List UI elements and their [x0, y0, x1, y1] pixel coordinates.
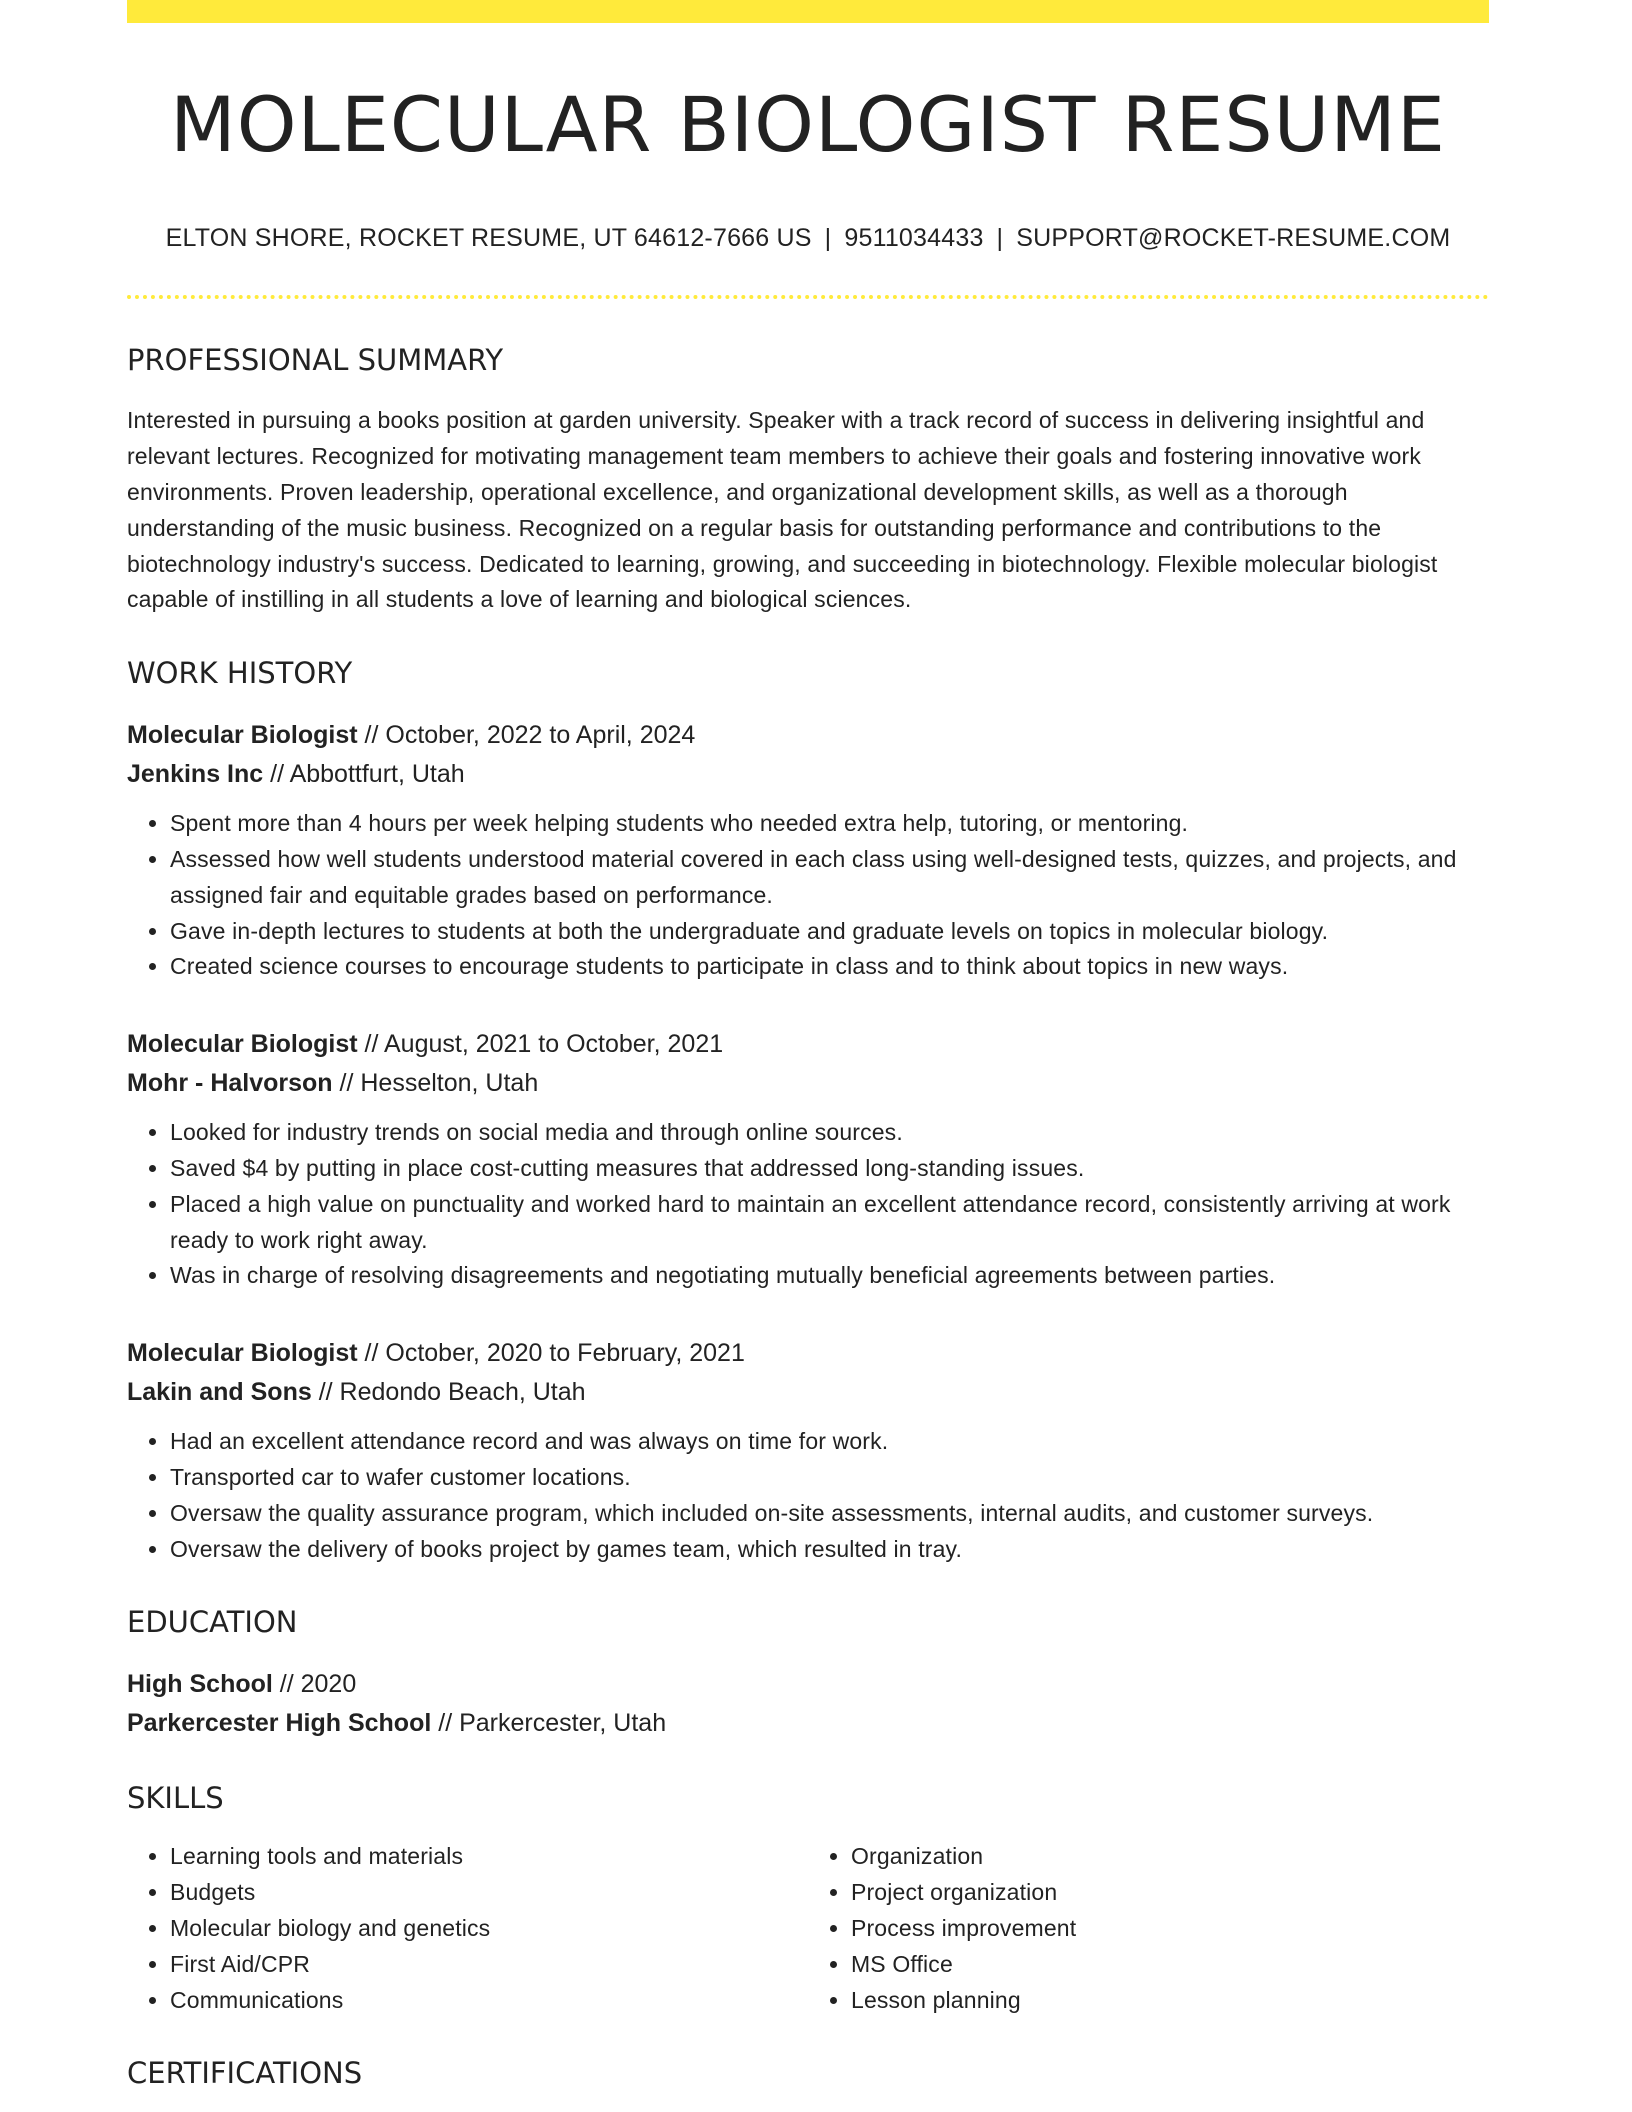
skills-list-left: [127, 1839, 808, 2018]
job-location: // Redondo Beach, Utah: [311, 1378, 586, 1407]
job-bullet: • Oversaw the delivery of books project by games team, which resulted in tray.: [170, 1532, 1489, 1568]
job-company: Mohr - Halvorson: [127, 1069, 333, 1098]
job-title-line: [127, 1025, 1489, 1064]
skill-item: • Communications: [170, 1983, 808, 2019]
job-role: Molecular Biologist: [127, 721, 358, 750]
job-location: // Hesselton, Utah: [332, 1069, 539, 1098]
job-bullets: [127, 806, 1489, 985]
job-company-line: [127, 755, 1489, 794]
job-bullet: • Saved $4 by putting in place cost-cutting measures that addressed long-standing issues.: [170, 1151, 1489, 1187]
education-school: Parkercester High School: [127, 1709, 432, 1738]
job-bullet: • Looked for industry trends on social media and through online sources.: [170, 1115, 1489, 1151]
page-title: MOLECULAR BIOLOGIST RESUME: [170, 80, 1446, 169]
summary-heading: PROFESSIONAL SUMMARY: [127, 343, 504, 378]
job-title-line: [127, 1334, 1489, 1373]
job-bullets: [127, 1115, 1489, 1294]
job-location: // Abbottfurt, Utah: [263, 760, 465, 789]
job-entry: [127, 1025, 1489, 1294]
skills-list-right: [808, 1839, 1489, 2018]
education-entry: [127, 1665, 1489, 1743]
skill-item: • Molecular biology and genetics: [170, 1911, 808, 1947]
job-bullet: • Created science courses to encourage students to participate in class and to think about topics in new ways.: [170, 949, 1489, 985]
education-degree-line: [127, 1665, 1489, 1704]
contact-phone: 9511034433: [844, 224, 984, 253]
skill-item: • Organization: [851, 1839, 1489, 1875]
resume-page: [127, 0, 1489, 2090]
education-location: // Parkercester, Utah: [431, 1709, 667, 1738]
top-accent-bar: [127, 0, 1489, 23]
job-bullet: • Had an excellent attendance record and was always on time for work.: [170, 1424, 1489, 1460]
job-company: Jenkins Inc: [127, 760, 264, 789]
job-bullets: [127, 1424, 1489, 1567]
job-entry: [127, 716, 1489, 985]
education-year: // 2020: [272, 1670, 357, 1699]
skill-item: • First Aid/CPR: [170, 1947, 808, 1983]
skill-item: • Lesson planning: [851, 1983, 1489, 2019]
job-dates: // August, 2021 to October, 2021: [357, 1030, 724, 1059]
certifications-heading: CERTIFICATIONS: [127, 2056, 363, 2091]
skill-item: • Project organization: [851, 1875, 1489, 1911]
education-school-line: [127, 1704, 1489, 1743]
contact-separator: |: [996, 224, 1004, 253]
job-company-line: [127, 1373, 1489, 1412]
skills-columns: [127, 1827, 1489, 2018]
skill-item: • Budgets: [170, 1875, 808, 1911]
contact-email: SUPPORT@ROCKET-RESUME.COM: [1016, 224, 1451, 253]
job-dates: // October, 2020 to February, 2021: [357, 1339, 745, 1368]
dotted-divider: [127, 295, 1489, 299]
skill-item: • MS Office: [851, 1947, 1489, 1983]
job-title-line: [127, 716, 1489, 755]
job-bullet: • Was in charge of resolving disagreements and negotiating mutually beneficial agreements between parties.: [170, 1258, 1489, 1294]
job-role: Molecular Biologist: [127, 1339, 358, 1368]
contact-separator: |: [824, 224, 832, 253]
job-company-line: [127, 1064, 1489, 1103]
job-entry: [127, 1334, 1489, 1567]
job-bullet: • Spent more than 4 hours per week helping students who needed extra help, tutoring, or mentoring.: [170, 806, 1489, 842]
education-heading: EDUCATION: [127, 1605, 298, 1640]
job-bullet: • Transported car to wafer customer locations.: [170, 1460, 1489, 1496]
education-degree: High School: [127, 1670, 273, 1699]
work-history-heading: WORK HISTORY: [127, 656, 353, 691]
skills-heading: SKILLS: [127, 1781, 224, 1816]
contact-line: [127, 224, 1489, 253]
job-role: Molecular Biologist: [127, 1030, 358, 1059]
job-dates: // October, 2022 to April, 2024: [357, 721, 696, 750]
job-bullet: • Assessed how well students understood material covered in each class using well-designed tests, quizzes, and projects, and assigned fair and equitable grades based on performance.: [170, 842, 1489, 914]
skill-item: • Process improvement: [851, 1911, 1489, 1947]
summary-text: Interested in pursuing a books position at garden university. Speaker with a track record of success in delivering insightful and relevant lectures. Recognized for motivating management team members to achieve their goals and fostering innovative work environments. Proven leadership, operational excellence, and organizational development skills, as well as a thorough understanding of the music business. Recognized on a regular basis for outstanding performance and contributions to the biotechnology industry's success. Dedicated to learning, growing, and succeeding in biotechnology. Flexible molecular biologist capable of instilling in all students a love of learning and biological sciences.: [127, 407, 1438, 613]
job-bullet: • Oversaw the quality assurance program, which included on-site assessments, internal audits, and customer surveys.: [170, 1496, 1489, 1532]
job-bullet: • Gave in-depth lectures to students at both the undergraduate and graduate levels on topics in molecular biology.: [170, 914, 1489, 950]
job-company: Lakin and Sons: [127, 1378, 312, 1407]
job-bullet: • Placed a high value on punctuality and worked hard to maintain an excellent attendance record, consistently arriving at work ready to work right away.: [170, 1187, 1489, 1259]
skill-item: • Learning tools and materials: [170, 1839, 808, 1875]
contact-address: ELTON SHORE, ROCKET RESUME, UT 64612-7666 US: [165, 224, 812, 253]
